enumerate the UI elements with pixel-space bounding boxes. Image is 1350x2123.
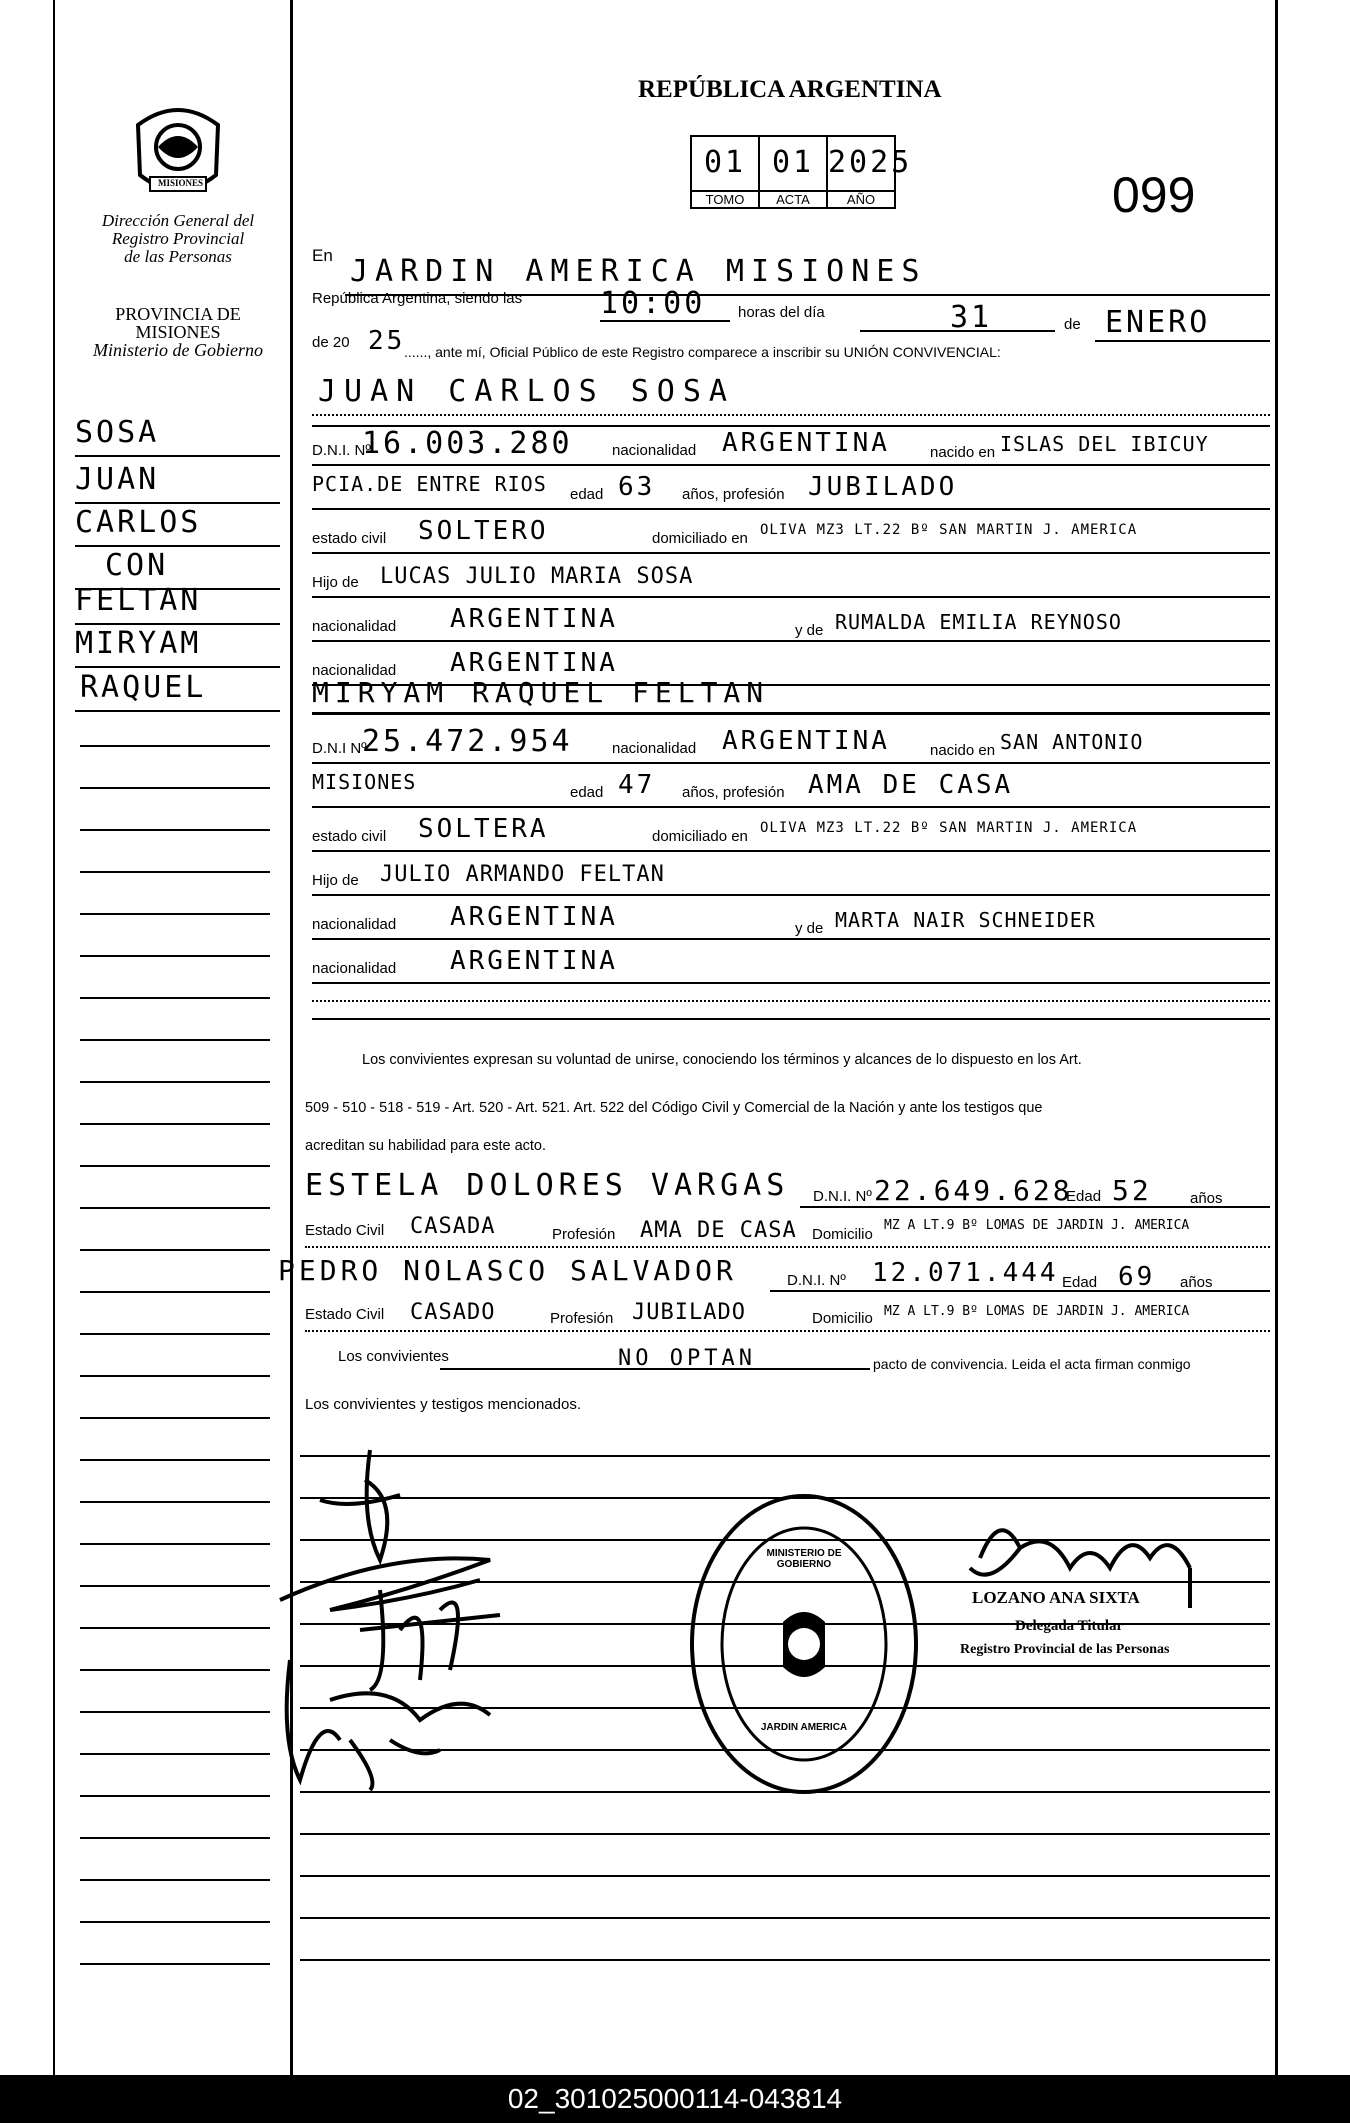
anio-value: 2025 [828,145,913,180]
margin-name: MIRYAM [75,626,202,661]
country-title: REPÚBLICA ARGENTINA [638,76,942,103]
person2-profession: AMA DE CASA [808,770,1014,800]
person1-civil-label: estado civil [312,530,387,547]
margin-line [80,1249,270,1251]
margin-line [80,1879,270,1881]
tomo-value: 01 [703,145,747,180]
w2-dni-label: D.N.I. Nº [787,1272,846,1289]
margin-name: SOSA [75,415,160,450]
margin-line [80,1669,270,1671]
person1-age: 63 [618,472,656,502]
person2-nationality: ARGENTINA [722,726,890,756]
rep-label: República Argentina, siendo las [312,290,523,307]
person1-born-place-b: PCIA.DE ENTRE RIOS [312,472,547,496]
margin-line [80,1627,270,1629]
person1-nac-label: nacionalidad [312,618,397,635]
ministry-line: Ministerio de Gobierno [93,340,263,360]
margin-name: RAQUEL [80,670,207,705]
org-line-3: de las Personas [124,247,232,266]
person1-profession: JUBILADO [808,472,958,502]
w1-anos-label: años [1190,1190,1223,1207]
person2-mother-nat: ARGENTINA [450,946,618,976]
acta-label: ACTA [760,190,826,207]
person1-father-nat: ARGENTINA [450,604,618,634]
margin-line [80,1333,270,1335]
person2-dni-label: D.N.I Nº [312,740,367,757]
person2-nac-label: nacionalidad [612,740,697,757]
margin-line [80,1459,270,1461]
province-block [68,305,288,359]
person2-dom-label: domiciliado en [652,828,748,845]
person1-nationality: ARGENTINA [722,428,890,458]
anio-label: AÑO [828,190,894,207]
margin-line [80,955,270,957]
act-month: ENERO [1105,305,1211,340]
w2-edad-label: Edad [1062,1274,1098,1291]
margin-line [80,1921,270,1923]
person2-yde-label: y de [795,920,824,937]
stamp-inner-text: MINISTERIO DE GOBIERNO [766,1548,842,1570]
person1-dni: 16.003.280 [362,426,573,461]
person1-mother-nat: ARGENTINA [450,648,618,678]
footer-code: 02_301025000114-043814 [507,2083,843,2114]
province-line-2: MISIONES [135,322,221,342]
w1-civil-label: Estado Civil [305,1222,385,1239]
intro-text: ......, ante mí, Oficial Público de este Registro comparece a inscribir su UNIÓN CONVIVENCIAL: [404,344,1001,360]
person2-born-label: nacido en [930,742,996,759]
person2-nac-label: nacionalidad [312,960,397,977]
person1-born-label: nacido en [930,444,996,461]
w1-civil: CASADA [410,1214,496,1239]
person2-age: 47 [618,770,656,800]
person2-born-place-a: SAN ANTONIO [1000,730,1144,754]
acta-value: 01 [771,145,815,180]
tomo-label: TOMO [692,190,758,207]
act-place: JARDIN AMERICA MISIONES [350,254,927,289]
horas-label: horas del día [738,304,825,321]
act-number: 099 [1112,167,1196,223]
closing-line-2: Los convivientes y testigos mencionados. [305,1396,581,1413]
declaration-line-1: Los convivientes expresan su voluntad de unirse, conociendo los términos y alcances de lo dispuesto en los Art. [362,1052,1082,1068]
anio-box [826,135,913,209]
person2-hijo-label: Hijo de [312,872,359,889]
closing-post: pacto de convivencia. Leida el acta firman conmigo [873,1356,1191,1372]
person1-mother: RUMALDA EMILIA REYNOSO [835,610,1122,634]
left-margin-border [53,0,55,2075]
person2-edad-label: edad [570,784,604,801]
w2-civil-label: Estado Civil [305,1306,385,1323]
margin-name: JUAN [75,462,160,497]
w2-anos-label: años [1180,1274,1213,1291]
org-name [68,212,288,266]
closing-option: NO OPTAN [618,1346,756,1371]
margin-line [80,745,270,747]
signature-line [300,1959,1270,1961]
person2-dni: 25.472.954 [362,724,573,759]
org-line-1: Dirección General del [101,211,255,230]
w2-dni: 12.071.444 [872,1258,1059,1288]
person1-yde-label: y de [795,622,824,639]
declaration-line-3: acreditan su habilidad para este acto. [305,1138,547,1154]
year-suffix: 25 [368,326,406,356]
signature-line [300,1875,1270,1877]
margin-line [80,1585,270,1587]
margin-line [80,787,270,789]
person2-born-place-b: MISIONES [312,770,417,794]
tomo-box [690,135,760,209]
margin-line [80,829,270,831]
year-prefix: de 20 [312,334,350,351]
margin-line [80,997,270,999]
person2-prof-label: años, profesión [682,784,785,801]
signatures [270,1440,550,1800]
margin-line [80,913,270,915]
margin-line [80,1123,270,1125]
p2-full-name: MIRYAM RAQUEL FELTAN [312,676,770,709]
w2-address: MZ A LT.9 Bº LOMAS DE JARDIN J. AMERICA [884,1304,1190,1319]
person1-address: OLIVA MZ3 LT.22 Bº SAN MARTIN J. AMERICA [760,522,1138,538]
seal-label: MISIONES [158,178,204,188]
stamp-bottom: JARDIN AMERICA [760,1722,848,1733]
person2-nac-label: nacionalidad [312,916,397,933]
w1-profession: AMA DE CASA [640,1218,797,1243]
person1-nac-label: nacionalidad [312,662,397,679]
w1-prof-label: Profesión [552,1226,616,1243]
province-line-1: PROVINCIA DE [115,304,241,324]
person1-dom-label: domiciliado en [652,530,748,547]
w2-prof-label: Profesión [550,1310,614,1327]
w1-dom-label: Domicilio [812,1226,873,1243]
margin-line [80,1711,270,1713]
margin-line [80,1375,270,1377]
province-seal [128,95,228,205]
person1-dni-label: D.N.I. Nº [312,442,371,459]
en-label: En [312,246,333,265]
margin-line [80,1963,270,1965]
person1-father: LUCAS JULIO MARIA SOSA [380,564,694,589]
person1-civil: SOLTERO [418,516,549,546]
margin-line [80,1417,270,1419]
w2-age: 69 [1118,1262,1156,1292]
de-label: de [1064,316,1081,333]
act-hour: 10:00 [600,286,706,321]
person1-edad-label: edad [570,486,604,503]
closing-pre: Los convivientes [338,1348,449,1365]
signature-line [300,1917,1270,1919]
person1-born-place-a: ISLAS DEL IBICUY [1000,432,1209,456]
margin-line [80,1207,270,1209]
acta-box [758,135,828,209]
w1-edad-label: Edad [1066,1188,1102,1205]
w1-dni-label: D.N.I. Nº [813,1188,872,1205]
officer-name: LOZANO ANA SIXTA [972,1588,1140,1607]
margin-line [80,1753,270,1755]
margin-name: CON [105,548,169,583]
officer-title: Delegada Titular [1015,1618,1124,1634]
person1-hijo-label: Hijo de [312,574,359,591]
margin-name: FELTAN [75,583,202,618]
margin-line [80,1165,270,1167]
margin-line [80,1795,270,1797]
person2-civil-label: estado civil [312,828,387,845]
signature-line [300,1833,1270,1835]
person2-mother: MARTA NAIR SCHNEIDER [835,908,1096,932]
act-day: 31 [950,300,993,335]
w2-dom-label: Domicilio [812,1310,873,1327]
person2-father-nat: ARGENTINA [450,902,618,932]
w1-dni: 22.649.628 [874,1174,1073,1207]
w2-profession: JUBILADO [632,1300,746,1325]
person1-prof-label: años, profesión [682,486,785,503]
margin-line [80,1543,270,1545]
margin-line [80,1837,270,1839]
officer-org: Registro Provincial de las Personas [960,1642,1170,1657]
person2-address: OLIVA MZ3 LT.22 Bº SAN MARTIN J. AMERICA [760,820,1138,836]
right-border [1275,0,1278,2075]
w1-address: MZ A LT.9 Bº LOMAS DE JARDIN J. AMERICA [884,1218,1190,1233]
person2-civil: SOLTERA [418,814,549,844]
margin-line [80,1291,270,1293]
w1-age: 52 [1112,1174,1152,1207]
declaration-line-2: 509 - 510 - 518 - 519 - Art. 520 - Art. 521. Art. 522 del Código Civil y Comercial de la Nación y ante los testigos que [305,1100,1043,1116]
footer-band [0,2075,1350,2123]
margin-name: CARLOS [75,505,202,540]
p1-full-name: JUAN CARLOS SOSA [318,374,735,409]
person1-nac-label: nacionalidad [612,442,697,459]
org-line-2: Registro Provincial [111,229,245,248]
w2-name: PEDRO NOLASCO SALVADOR [278,1254,737,1287]
w1-name: ESTELA DOLORES VARGAS [305,1168,790,1203]
margin-line [80,871,270,873]
margin-line [80,1039,270,1041]
margin-line [80,1081,270,1083]
person2-father: JULIO ARMANDO FELTAN [380,862,665,887]
margin-line [80,1501,270,1503]
official-stamp [688,1492,920,1796]
w2-civil: CASADO [410,1300,496,1325]
